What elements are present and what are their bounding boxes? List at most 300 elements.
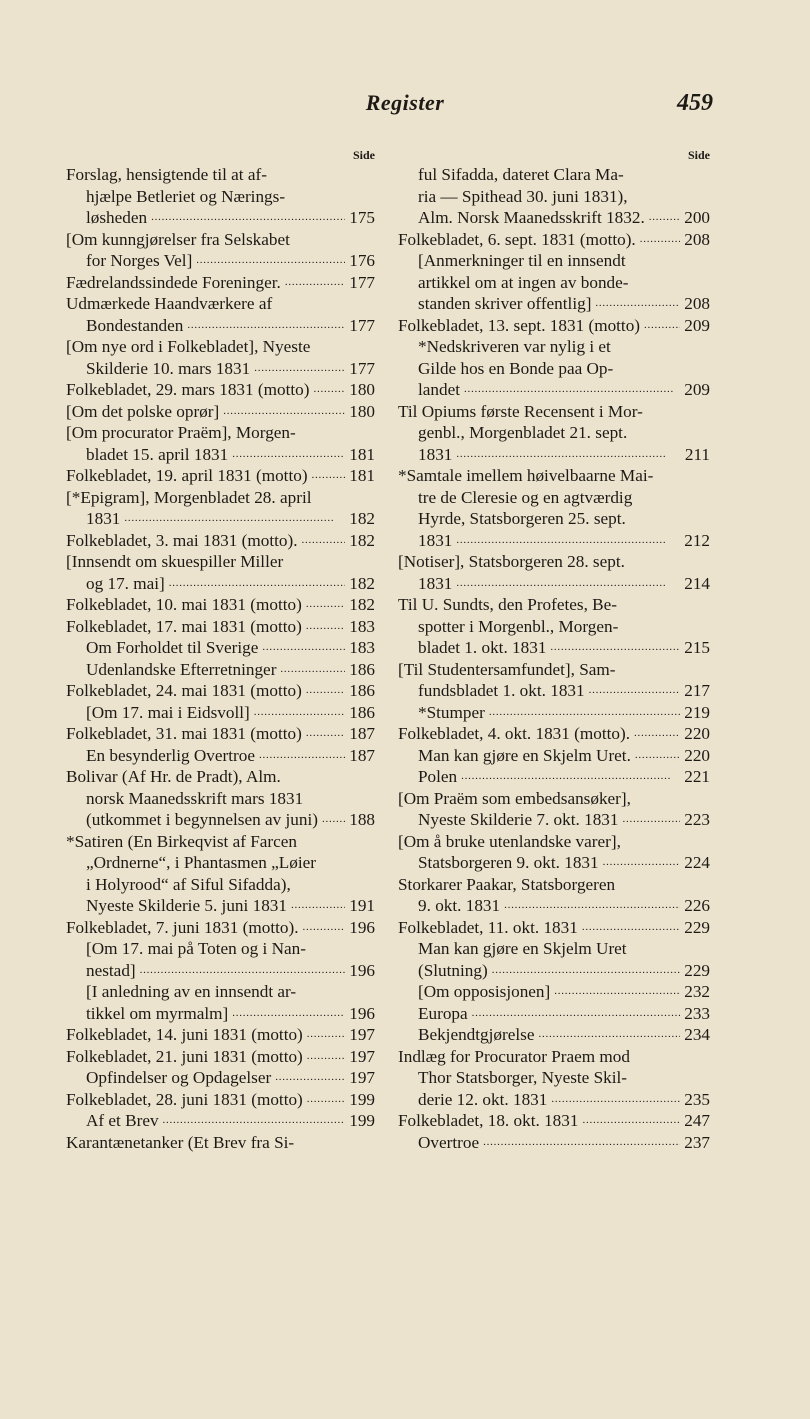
dot-leader: [151, 207, 345, 229]
index-entry: [66, 594, 375, 616]
entry-text: Opfindelser og Opdagelser: [86, 1068, 272, 1087]
dot-leader: [223, 401, 345, 423]
entry-line: [66, 530, 375, 552]
dot-leader: [187, 315, 345, 337]
entry-line: [398, 745, 710, 767]
dot-leader: [456, 444, 680, 466]
entry-page-number: 182: [349, 573, 375, 593]
entry-text: [Om nye ord i Folkebladet], Nyeste: [66, 337, 311, 356]
entry-page-number: 224: [684, 853, 710, 872]
entry-line: [398, 831, 710, 853]
entry-line: [66, 1046, 375, 1068]
entry-text: tre de Cleresie og en agtværdig: [418, 487, 633, 507]
entry-text: [Om kunngjørelser fra Selskabet: [66, 229, 290, 249]
dot-leader: [582, 1110, 680, 1132]
dot-leader: [623, 809, 681, 831]
entry-page-number: 196: [349, 960, 375, 980]
entry-text: Polen: [418, 767, 458, 786]
entry-page-number: 197: [349, 1025, 375, 1044]
index-entry: [66, 229, 375, 272]
page-number: 459: [677, 90, 713, 116]
entry-page-number: 186: [349, 659, 375, 679]
entry-text: Karantænetanker (Et Brev fra Si-: [66, 1132, 295, 1152]
entry-page-number: 175: [349, 208, 375, 227]
entry-line: [66, 1110, 375, 1132]
entry-text: Bondestanden: [86, 315, 184, 335]
entry-text: Folkebladet, 18. okt. 1831: [398, 1111, 579, 1130]
entry-text: [Om procurator Praëm], Morgen-: [66, 423, 296, 442]
index-entry: [66, 938, 375, 981]
dot-leader: [232, 444, 345, 466]
entry-page-number: 191: [349, 896, 375, 915]
entry-line: [398, 508, 710, 530]
entry-page-number: 211: [684, 444, 710, 464]
entry-page-number: 197: [349, 1046, 375, 1066]
index-entry: [398, 766, 710, 788]
entry-text: 1831: [86, 509, 121, 528]
dot-leader: [262, 637, 345, 659]
entry-line: [66, 874, 375, 896]
entry-text: [Om det polske oprør]: [66, 401, 220, 421]
entry-line: [398, 401, 710, 423]
entry-line: [398, 616, 710, 638]
entry-line: [398, 551, 710, 573]
dot-leader: [504, 895, 680, 917]
dot-leader: [254, 358, 345, 380]
entry-line: [66, 186, 375, 208]
entry-text: Udmærkede Haandværkere af: [66, 294, 273, 313]
dot-leader: [582, 917, 680, 939]
entry-text: [Om opposisjonen]: [418, 982, 551, 1001]
entry-text: [Om å bruke utenlandske varer],: [398, 831, 621, 851]
entry-line: [398, 1132, 710, 1154]
dot-leader: [635, 745, 680, 767]
entry-line: [398, 702, 710, 724]
dot-leader: [634, 723, 680, 745]
entry-page-number: 217: [684, 681, 710, 700]
entry-text: *Stumper: [418, 702, 485, 722]
entry-line: [66, 465, 375, 487]
entry-page-number: 220: [684, 745, 710, 765]
index-entry: [66, 293, 375, 336]
index-entry: [398, 874, 710, 917]
index-entry: [66, 401, 375, 423]
entry-text: Folkebladet, 13. sept. 1831 (motto): [398, 315, 641, 335]
index-entry: [66, 766, 375, 831]
entry-line: [398, 336, 710, 358]
dot-leader: [232, 1003, 345, 1025]
entry-text: Folkebladet, 17. mai 1831 (motto): [66, 616, 302, 636]
entry-line: [398, 1003, 710, 1025]
entry-page-number: 208: [684, 294, 710, 313]
entry-text: spotter i Morgenbl., Morgen-: [418, 616, 619, 636]
dot-leader: [163, 1110, 345, 1132]
entry-text: En besynderlig Overtroe: [86, 745, 255, 765]
entry-page-number: 186: [349, 702, 375, 722]
entry-text: Gilde hos en Bonde paa Op-: [418, 358, 614, 378]
index-entry: [66, 1024, 375, 1046]
entry-text: norsk Maanedsskrift mars 1831: [86, 788, 304, 808]
entry-line: [66, 487, 375, 509]
entry-page-number: 235: [684, 1089, 710, 1109]
dot-leader: [254, 702, 345, 724]
entry-text: Europa: [418, 1003, 468, 1023]
entry-line: [66, 938, 375, 960]
index-entry: [398, 551, 710, 594]
index-entry: [398, 659, 710, 702]
entry-text: Overtroe: [418, 1132, 480, 1152]
entry-line: [398, 917, 710, 939]
entry-text: og 17. mai]: [86, 573, 165, 593]
dot-leader: [306, 723, 345, 745]
dot-leader: [456, 530, 680, 552]
index-entry: [398, 1110, 710, 1132]
entry-line: [398, 659, 710, 681]
entry-line: [398, 422, 710, 444]
dot-leader: [140, 960, 345, 982]
entry-line: [398, 895, 710, 917]
entry-line: [398, 1067, 710, 1089]
entry-page-number: 214: [684, 573, 710, 593]
entry-line: [398, 874, 710, 896]
entry-text: nestad]: [86, 960, 136, 980]
entry-line: [398, 723, 710, 745]
entry-line: [66, 551, 375, 573]
entry-page-number: 182: [349, 595, 375, 614]
entry-page-number: 177: [349, 358, 375, 378]
entry-page-number: 177: [349, 315, 375, 335]
entry-text: Til U. Sundts, den Profetes, Be-: [398, 595, 617, 614]
entry-page-number: 183: [349, 638, 375, 657]
entry-line: [66, 702, 375, 724]
entry-line: [66, 895, 375, 917]
entry-line: [66, 788, 375, 810]
dot-leader: [456, 573, 680, 595]
entry-page-number: 200: [684, 208, 710, 227]
entry-page-number: 220: [684, 724, 710, 743]
entry-line: [66, 1003, 375, 1025]
index-entry: [398, 1024, 710, 1046]
entry-line: [398, 960, 710, 982]
entry-text: ful Sifadda, dateret Clara Ma-: [418, 165, 624, 184]
index-entry-list: [66, 164, 375, 1153]
entry-page-number: 229: [684, 960, 710, 980]
dot-leader: [259, 745, 345, 767]
index-entry: [66, 336, 375, 379]
index-entry: [66, 1132, 375, 1154]
entry-text: Statsborgeren 9. okt. 1831: [418, 853, 599, 872]
index-entry: [398, 981, 710, 1003]
dot-leader: [275, 1067, 345, 1089]
entry-line: [398, 766, 710, 788]
entry-line: [66, 379, 375, 401]
dot-leader: [538, 1024, 680, 1046]
index-entry: [398, 315, 710, 337]
entry-text: Folkebladet, 4. okt. 1831 (motto).: [398, 724, 631, 743]
entry-page-number: 199: [349, 1111, 375, 1130]
entry-page-number: 221: [684, 767, 710, 786]
index-entry: [398, 164, 710, 229]
entry-page-number: 180: [349, 401, 375, 421]
entry-line: [66, 229, 375, 251]
entry-line: [398, 1024, 710, 1046]
entry-page-number: 187: [349, 724, 375, 743]
entry-text: Man kan gjøre en Skjelm Uret: [418, 939, 627, 958]
dot-leader: [644, 315, 680, 337]
dot-leader: [307, 1024, 345, 1046]
entry-page-number: 223: [684, 810, 710, 829]
entry-text: Folkebladet, 11. okt. 1831: [398, 917, 578, 937]
entry-text: Hyrde, Statsborgeren 25. sept.: [418, 509, 626, 528]
entry-text: [Om 17. mai på Toten og i Nan-: [86, 939, 306, 958]
entry-line: [66, 960, 375, 982]
index-column-right: [398, 146, 710, 1153]
entry-text: „Ordnerne“, i Phantasmen „Løier: [86, 853, 317, 872]
dot-leader: [483, 1132, 680, 1154]
index-entry: [66, 981, 375, 1024]
entry-line: [398, 444, 710, 466]
entry-text: for Norges Vel]: [86, 251, 193, 270]
entry-page-number: 234: [684, 1025, 710, 1044]
index-entry-list: [398, 164, 710, 1153]
index-entry: [398, 1132, 710, 1154]
entry-text: Skilderie 10. mars 1831: [86, 358, 251, 378]
entry-text: løsheden: [86, 208, 148, 227]
entry-text: 1831: [418, 530, 453, 550]
dot-leader: [649, 207, 680, 229]
dot-leader: [307, 1046, 345, 1068]
entry-line: [66, 766, 375, 788]
entry-page-number: 186: [349, 681, 375, 700]
entry-page-number: 209: [684, 380, 710, 399]
entry-page-number: 177: [349, 272, 375, 292]
index-entry: [66, 917, 375, 939]
entry-line: [398, 788, 710, 810]
dot-leader: [595, 293, 680, 315]
dot-leader: [461, 766, 680, 788]
entry-text: Folkebladet, 28. juni 1831 (motto): [66, 1089, 303, 1109]
dot-leader: [313, 379, 345, 401]
entry-line: [398, 809, 710, 831]
entry-line: [66, 508, 375, 530]
entry-text: tikkel om myrmalm]: [86, 1003, 229, 1023]
dot-leader: [303, 917, 346, 939]
entry-text: Indlæg for Procurator Praem mod: [398, 1046, 630, 1066]
entry-line: [66, 401, 375, 423]
entry-line: [66, 809, 375, 831]
entry-text: bladet 15. april 1831: [86, 444, 229, 464]
entry-line: [66, 1024, 375, 1046]
dot-leader: [302, 530, 345, 552]
index-entry: [398, 831, 710, 874]
entry-text: *Satiren (En Birkeqvist af Farcen: [66, 831, 298, 851]
dot-leader: [196, 250, 345, 272]
entry-line: [66, 981, 375, 1003]
entry-line: [66, 852, 375, 874]
entry-text: fundsbladet 1. okt. 1831: [418, 681, 585, 700]
entry-text: (utkommet i begynnelsen av juni): [86, 810, 318, 829]
index-entry: [398, 1046, 710, 1111]
entry-page-number: 219: [684, 702, 710, 722]
index-entry: [66, 1110, 375, 1132]
entry-page-number: 229: [684, 917, 710, 937]
entry-line: [398, 1110, 710, 1132]
index-entry: [66, 702, 375, 724]
entry-line: [398, 487, 710, 509]
entry-line: [398, 594, 710, 616]
dot-leader: [589, 680, 680, 702]
entry-text: Fædrelandssindede Foreninger.: [66, 272, 281, 292]
entry-text: Til Opiums første Recensent i Mor-: [398, 401, 643, 421]
index-entry: [66, 487, 375, 530]
entry-line: [398, 379, 710, 401]
entry-text: Nyeste Skilderie 7. okt. 1831: [418, 810, 619, 829]
entry-page-number: 233: [684, 1003, 710, 1023]
entry-line: [66, 164, 375, 186]
dot-leader: [291, 895, 345, 917]
entry-line: [398, 852, 710, 874]
index-entry: [66, 551, 375, 594]
entry-line: [66, 315, 375, 337]
entry-text: Folkebladet, 7. juni 1831 (motto).: [66, 917, 299, 937]
dot-leader: [464, 379, 680, 401]
index-entry: [398, 745, 710, 767]
entry-text: hjælpe Betleriet og Nærings-: [86, 186, 286, 206]
entry-text: artikkel om at ingen av bonde-: [418, 272, 629, 292]
index-entry: [398, 788, 710, 831]
index-entry: [66, 745, 375, 767]
entry-line: [66, 1067, 375, 1089]
entry-line: [66, 1132, 375, 1154]
index-entry: [398, 250, 710, 315]
entry-line: [398, 573, 710, 595]
dot-leader: [169, 573, 345, 595]
entry-page-number: 182: [349, 509, 375, 528]
entry-page-number: 237: [684, 1132, 710, 1152]
entry-line: [66, 250, 375, 272]
entry-text: [Anmerkninger til en innsendt: [418, 251, 626, 270]
dot-leader: [472, 1003, 680, 1025]
entry-line: [398, 530, 710, 552]
entry-page-number: 183: [349, 616, 375, 636]
entry-page-number: 209: [684, 315, 710, 335]
entry-text: Bekjendtgjørelse: [418, 1025, 535, 1044]
entry-line: [398, 207, 710, 229]
entry-line: [398, 186, 710, 208]
entry-text: Alm. Norsk Maanedsskrift 1832.: [418, 208, 645, 227]
entry-line: [66, 637, 375, 659]
entry-text: Folkebladet, 6. sept. 1831 (motto).: [398, 229, 636, 249]
entry-line: [66, 358, 375, 380]
index-entry: [66, 616, 375, 638]
entry-line: [398, 1046, 710, 1068]
entry-page-number: 182: [349, 530, 375, 550]
entry-text: *Samtale imellem høivelbaarne Mai-: [398, 466, 654, 485]
entry-line: [398, 293, 710, 315]
entry-text: Folkebladet, 29. mars 1831 (motto): [66, 380, 310, 399]
entry-page-number: 181: [349, 466, 375, 485]
entry-line: [398, 680, 710, 702]
index-column-left: [66, 146, 375, 1153]
entry-text: Forslag, hensigtende til at af-: [66, 165, 267, 184]
entry-text: Folkebladet, 19. april 1831 (motto): [66, 466, 308, 485]
entry-text: [Innsendt om skuespiller Miller: [66, 552, 284, 571]
dot-leader: [554, 981, 680, 1003]
dot-leader: [640, 229, 680, 251]
entry-page-number: 199: [349, 1089, 375, 1109]
index-entry: [66, 659, 375, 681]
index-entry: [66, 465, 375, 487]
entry-text: Folkebladet, 31. mai 1831 (motto): [66, 724, 302, 743]
index-entry: [398, 401, 710, 466]
entry-page-number: 196: [349, 917, 375, 937]
entry-line: [398, 272, 710, 294]
entry-line: [398, 637, 710, 659]
entry-page-number: 196: [349, 1003, 375, 1023]
index-entry: [398, 336, 710, 401]
index-entry: [398, 917, 710, 939]
entry-page-number: 208: [684, 229, 710, 249]
dot-leader: [322, 809, 345, 831]
entry-line: [66, 293, 375, 315]
entry-line: [398, 315, 710, 337]
index-entry: [398, 229, 710, 251]
index-entry: [66, 530, 375, 552]
entry-text: 1831: [418, 444, 453, 464]
entry-text: bladet 1. okt. 1831: [418, 638, 547, 657]
dot-leader: [280, 659, 345, 681]
entry-text: Man kan gjøre en Skjelm Uret.: [418, 745, 631, 765]
index-entry: [66, 1067, 375, 1089]
entry-line: [66, 422, 375, 444]
dot-leader: [306, 594, 345, 616]
entry-text: [Om 17. mai i Eidsvoll]: [86, 702, 250, 722]
dot-leader: [306, 616, 345, 638]
entry-text: Folkebladet, 24. mai 1831 (motto): [66, 681, 302, 700]
entry-line: [66, 336, 375, 358]
dot-leader: [550, 637, 680, 659]
entry-line: [66, 831, 375, 853]
index-entry: [398, 723, 710, 745]
dot-leader: [489, 702, 680, 724]
entry-text: Nyeste Skilderie 5. juni 1831: [86, 896, 287, 915]
running-head-title: Register: [365, 90, 445, 115]
entry-line: [66, 207, 375, 229]
entry-line: [398, 981, 710, 1003]
entry-page-number: 187: [349, 745, 375, 765]
entry-page-number: 226: [684, 896, 710, 915]
entry-text: Folkebladet, 21. juni 1831 (motto): [66, 1046, 303, 1066]
dot-leader: [307, 1089, 345, 1111]
dot-leader: [551, 1089, 680, 1111]
entry-page-number: 181: [349, 444, 375, 464]
dot-leader: [492, 960, 680, 982]
entry-page-number: 188: [349, 810, 375, 829]
entry-line: [66, 616, 375, 638]
entry-line: [66, 272, 375, 294]
index-entry: [66, 272, 375, 294]
entry-line: [398, 164, 710, 186]
entry-page-number: 215: [684, 638, 710, 657]
entry-text: [Til Studentersamfundet], Sam-: [398, 659, 616, 679]
index-entry: [398, 1003, 710, 1025]
entry-page-number: 247: [684, 1111, 710, 1130]
dot-leader: [306, 680, 345, 702]
entry-text: [Om Praëm som embedsansøker],: [398, 788, 631, 808]
entry-text: Storkarer Paakar, Statsborgeren: [398, 874, 616, 894]
entry-page-number: 232: [684, 982, 710, 1001]
entry-line: [66, 659, 375, 681]
